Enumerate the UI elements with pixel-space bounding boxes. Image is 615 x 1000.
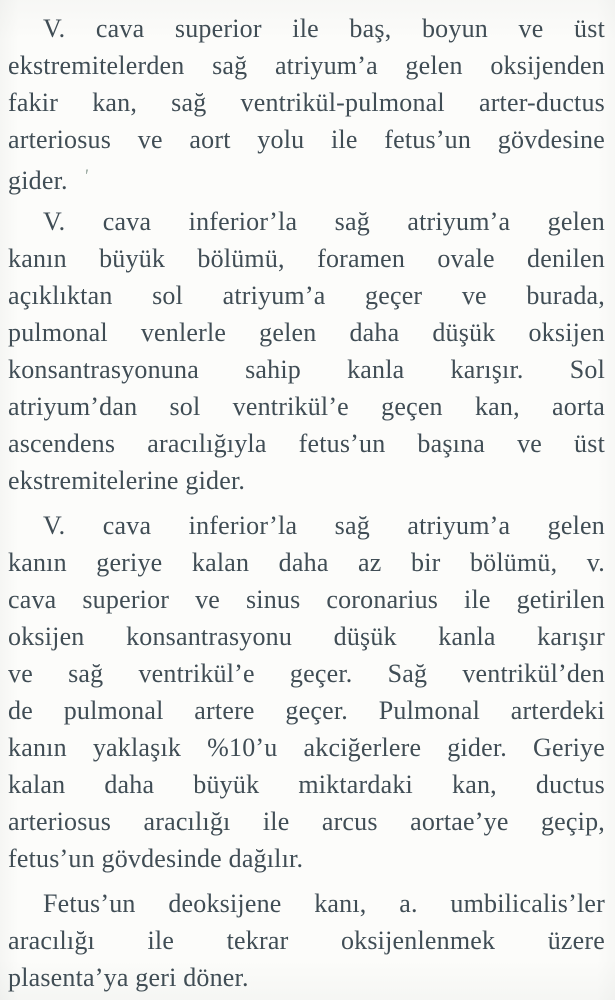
text-line: fakir kan, sağ ventrikül-pulmonal arter-ductus — [8, 88, 605, 117]
text-line: arteriosus ve aort yolu ile fetus’un gövdesine — [8, 125, 605, 154]
text-line: V. cava inferior’la sağ atriyum’a gelen — [43, 511, 605, 540]
stray-pencil-mark: ʹ — [83, 166, 88, 187]
text-line: ve sağ ventrikül’e geçer. Sağ ventrikül’den — [8, 659, 605, 688]
text-line: de pulmonal artere geçer. Pulmonal arterdeki — [8, 696, 605, 725]
text-line: Fetus’un deoksijene kanı, a. umbilicalis’ler — [43, 889, 605, 918]
paragraph-4 — [8, 885, 605, 996]
text-line — [8, 158, 605, 195]
text-line: ekstremitelerden sağ atriyum’a gelen oksijenden — [8, 51, 605, 80]
text-line: ekstremitelerine gider. — [8, 466, 246, 495]
text-line: V. cava inferior’la sağ atriyum’a gelen — [43, 207, 605, 236]
text-line: ascendens aracılığıyla fetus’un başına ve üst — [8, 429, 605, 458]
text-line: kalan daha büyük miktardaki kan, ductus — [8, 770, 605, 799]
text-line: plasenta’ya geri döner. — [8, 963, 249, 992]
text-line: arteriosus aracılığı ile arcus aortae’ye geçip, — [8, 807, 605, 836]
text-line: fetus’un gövdesinde dağılır. — [8, 844, 304, 873]
paragraph-3 — [8, 507, 605, 877]
text-line: kanın geriye kalan daha az bir bölümü, v. — [8, 548, 605, 577]
paragraph-1 — [8, 10, 605, 195]
paragraph-2 — [8, 203, 605, 499]
text-line: konsantrasyonuna sahip kanla karışır. Sol — [8, 355, 605, 384]
text-line: atriyum’dan sol ventrikül’e geçen kan, aorta — [8, 392, 605, 421]
text-line: oksijen konsantrasyonu düşük kanla karışır — [8, 622, 605, 651]
text-line: kanın büyük bölümü, foramen ovale denilen — [8, 244, 605, 273]
text-line-fragment: gider. — [8, 166, 68, 195]
text-line: kanın yaklaşık %10’u akciğerlere gider. Geriye — [8, 733, 605, 762]
text-line: cava superior ve sinus coronarius ile getirilen — [8, 585, 605, 614]
text-line: V. cava superior ile baş, boyun ve üst — [43, 14, 605, 43]
text-line: aracılığı ile tekrar oksijenlenmek üzere — [8, 926, 605, 955]
text-line: açıklıktan sol atriyum’a geçer ve burada, — [8, 281, 605, 310]
text-line: pulmonal venlerle gelen daha düşük oksijen — [8, 318, 605, 347]
